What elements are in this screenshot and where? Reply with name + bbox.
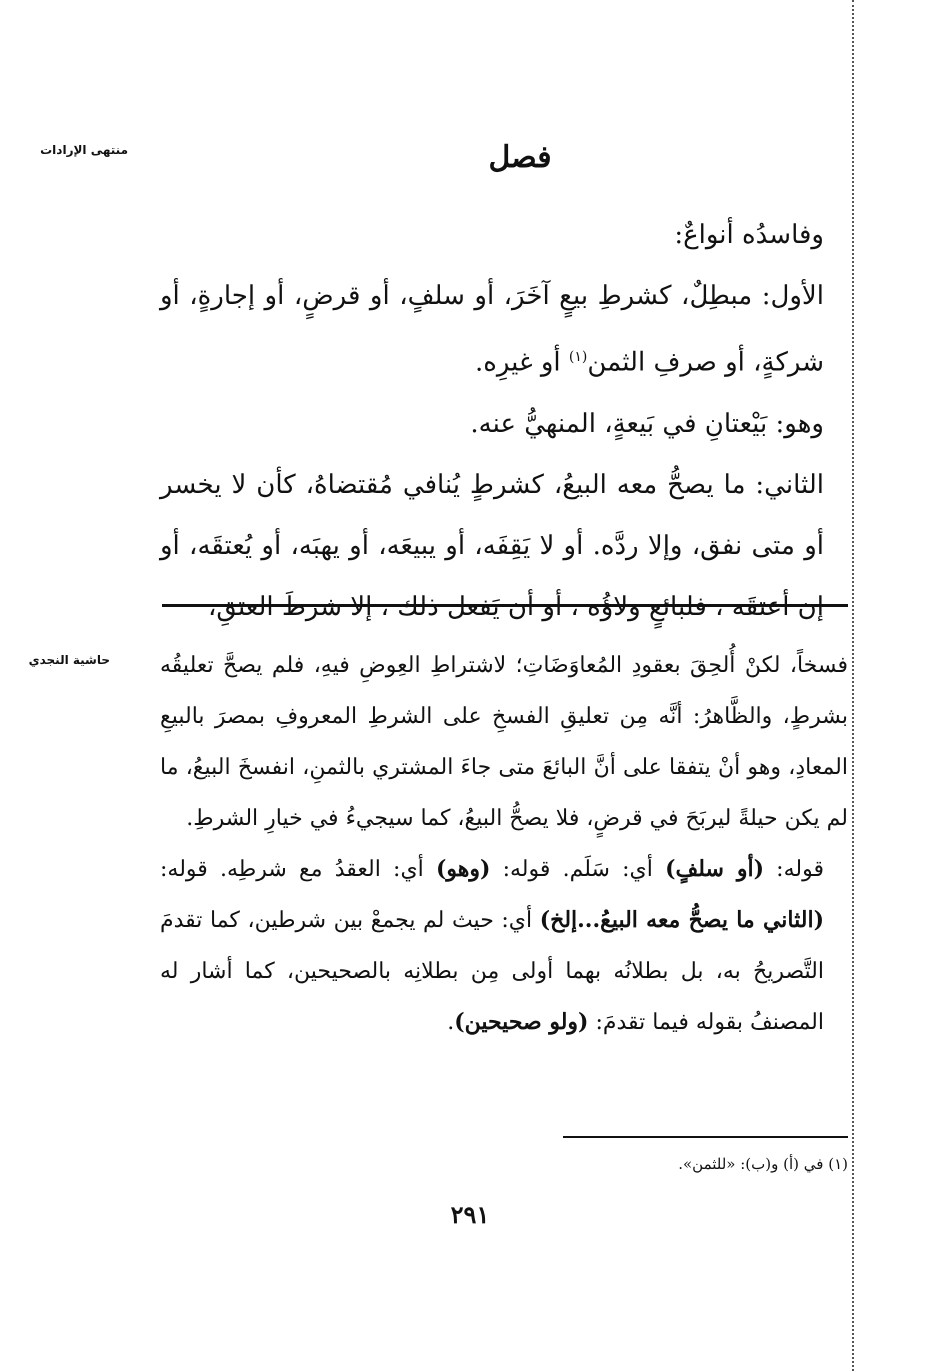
main-paragraph-2-end: أو غيرِه.	[474, 347, 569, 378]
commentary-paragraph-1: فسخاً، لكنْ أُلحِقَ بعقودِ المُعاوَضَاتِ؛ لاشتراطِ العِوضِ فيهِ، فلم يصحَّ تعليقُه بشرطٍ، والظَّاهرُ: أنَّه مِن تعليقِ الفسخِ على الشرطِ المعروفِ بمصرَ بالبيعِ المعادِ، وهو أنْ يتفقا على أنَّ البائعَ متى جاءَ المشتري بالثمنِ، انفسخَ البيعُ، ما لم يكن حيلةً ليربَحَ في قرضٍ، فلا يصحُّ البيعُ، كما سيجيءُ في خيارِ الشرطِ.	[160, 653, 848, 831]
margin-dotted-line	[852, 0, 854, 1371]
section-title: فصل	[488, 140, 552, 175]
main-text-block	[160, 205, 848, 638]
commentary-text: قوله:	[763, 857, 824, 882]
commentary-text: أي: حيث لم يجمعْ بين شرطين، كما تقدمَ التَّصريحُ به، بل بطلانُه بهما أولى مِن بطلانِه بالصحيحين، كما أشار له المصنفُ بقوله فيما تقدمَ:	[160, 908, 825, 1035]
commentary-paragraph-2	[160, 844, 848, 1048]
page-number: ٢٩١	[450, 1200, 490, 1229]
main-paragraph-4: الثاني: ما يصحُّ معه البيعُ، كشرطٍ يُنافي مُقتضاهُ، كأن لا يخسر أو متى نفق، وإلا ردَّه. أو لا يَقِفَه، أو يبيعَه، أو يهبَه، أو يُعتقَه، أو إن أعتقَه ، فلبائعٍ ولاؤُه ، أو أن يَفعل ذلك ، إلا شرطَ العتقِ،	[160, 469, 824, 622]
quoted-phrase: (أو سلفٍ)	[665, 856, 764, 882]
main-paragraph-1: وفاسدُه أنواعٌ:	[674, 220, 824, 250]
footnote: (١) في (أ) و(ب): «للثمن».	[678, 1155, 848, 1173]
commentary-text-block	[160, 640, 848, 1048]
main-paragraph-2	[160, 266, 848, 394]
commentary-text: أي: سَلَم. قوله:	[490, 857, 666, 882]
quoted-phrase: (وهو)	[435, 856, 491, 882]
commentary-margin-label: حاشية النجدي	[28, 653, 110, 667]
quoted-phrase: (الثاني ما يصحُّ معه البيعُ...إلخ)	[539, 907, 824, 933]
footnote-divider	[563, 1136, 848, 1138]
book-title-margin-label: منتهى الإرادات	[40, 143, 128, 157]
main-paragraph-3: وهو: بَيْعتانِ في بَيعةٍ، المنهيُّ عنه.	[470, 408, 824, 439]
quoted-phrase: (ولو صحيحين)	[454, 1009, 589, 1035]
commentary-text: أي: العقدُ مع شرطِه. قوله:	[160, 857, 436, 882]
main-commentary-divider	[162, 604, 848, 607]
main-paragraph-2-text: الأول: مبطِلٌ، كشرطِ بيعٍ آخَرَ، أو سلفٍ، أو قرضٍ، أو إجارةٍ، أو شركةٍ، أو صرفِ الثمن	[160, 281, 824, 378]
footnote-marker: (١)	[568, 349, 588, 365]
commentary-text: .	[447, 1010, 455, 1035]
